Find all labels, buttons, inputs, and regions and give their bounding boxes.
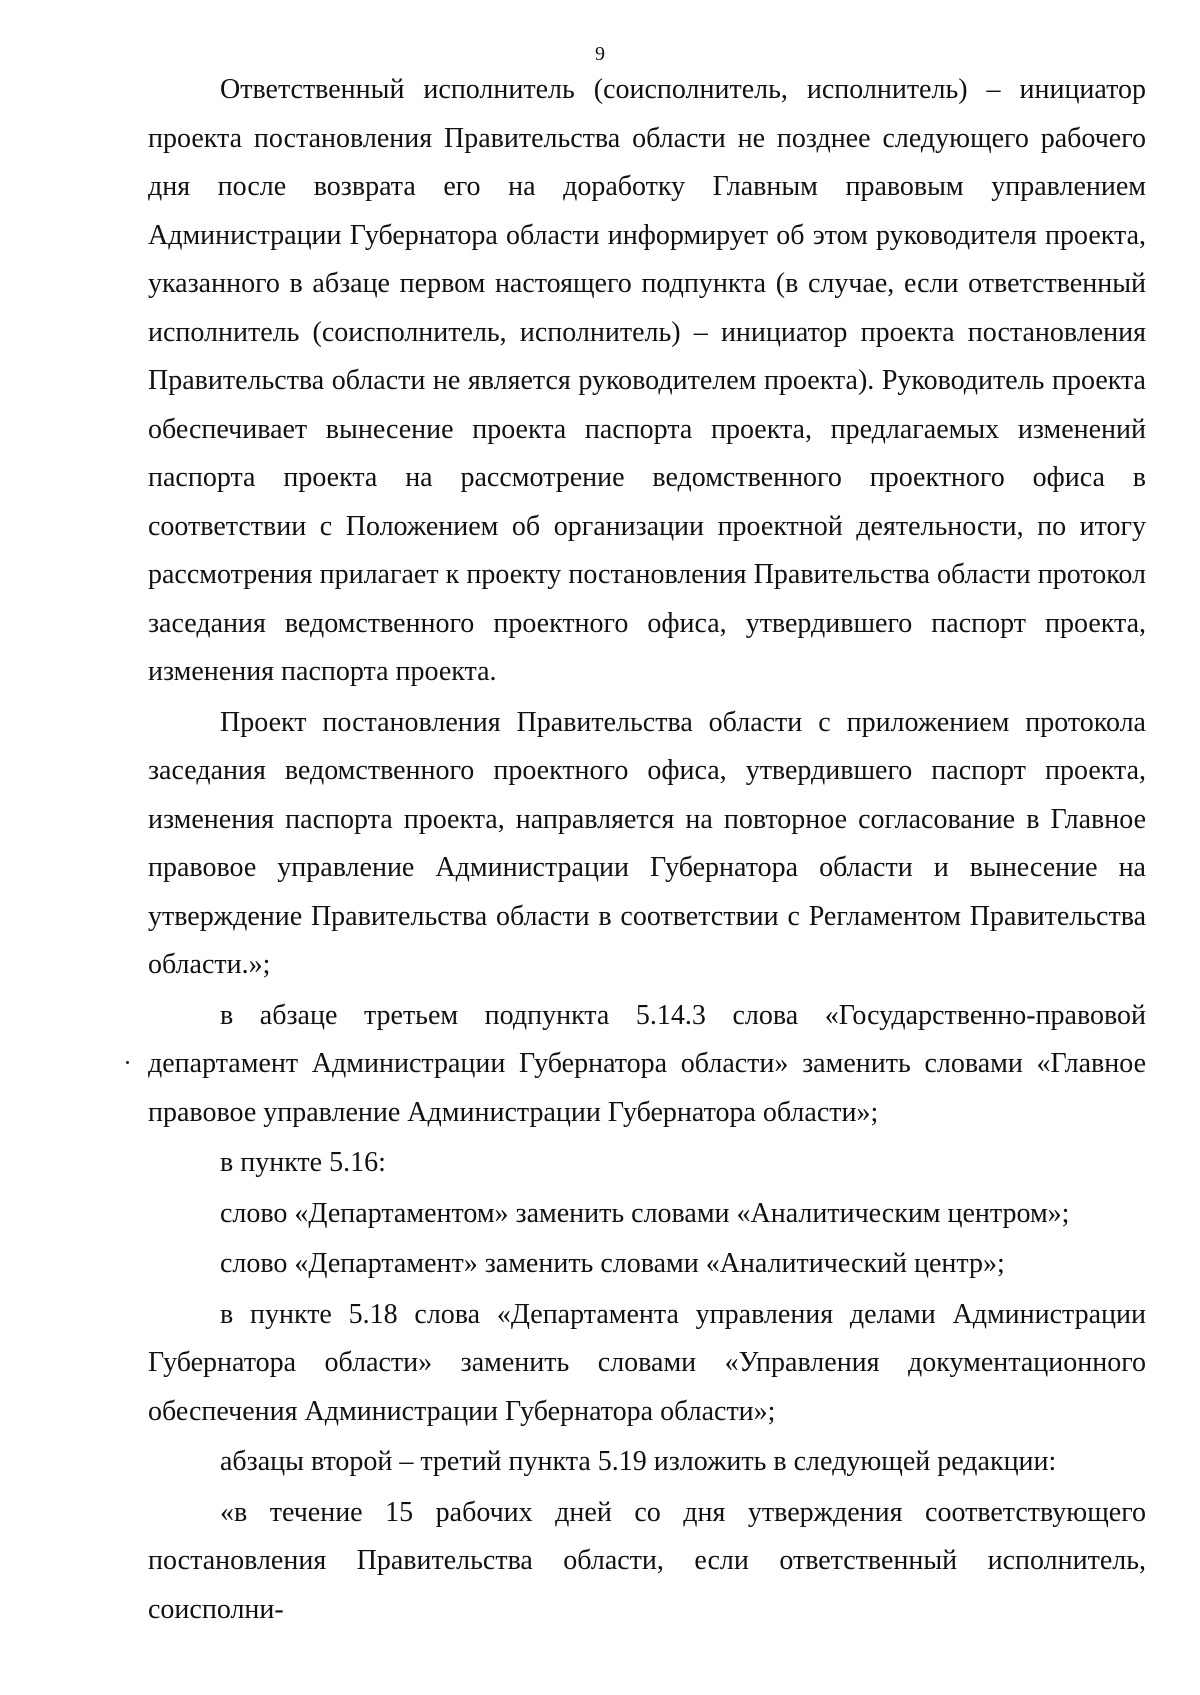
paragraph-clause-5-16: в пункте 5.16: (220, 1147, 386, 1178)
paragraph-draft-resolution: Проект постановления Правительства области с приложением протокола заседания ведомственного проектного офиса, утвердившего паспорт проекта, изменения паспорта проекта, направляется на повторное согласование в Главное правовое управление Администрации Губернатора области и вынесение на утверждение Правительства области в соответствии с Регламентом Правительства области.»; (148, 706, 1146, 980)
paragraph-clause-5-18: в пункте 5.18 слова «Департамента управления делами Администрации Губернатора области» заменить словами «Управления документационного обеспечения Администрации Губернатора области»; (148, 1298, 1146, 1427)
paragraph-responsible-executor: Ответственный исполнитель (соисполнитель, исполнитель) – инициатор проекта постановления Правительства области не позднее следующего рабочего дня после возврата его на доработку Главным правовым управлением Администрации Губернатора области информирует об этом руководителя проекта, указанного в абзаце первом настоящего подпункта (в случае, если ответственный исполнитель (соисполнитель, исполнитель) – инициатор проекта постановления Правительства области не является руководителем проекта). Руководитель проекта обеспечивает вынесение проекта паспорта проекта, предлагаемых изменений паспорта проекта на рассмотрение ведомственного проектного офиса в соответствии с Положением об организации проектной деятельности, по итогу рассмотрения прилагает к проекту постановления Правительства области протокол заседания ведомственного проектного офиса, утвердившего паспорт проекта, изменения паспорта проекта. (148, 74, 1146, 687)
paragraph-clause-5-19: абзацы второй – третий пункта 5.19 изложить в следующей редакции: (220, 1446, 1057, 1477)
page-number: 9 (595, 43, 605, 65)
document-body (148, 66, 1146, 1636)
paragraph-word-department: слово «Департамент» заменить словами «Аналитический центр»; (220, 1248, 1005, 1279)
paragraph-subclause-5-14-3: в абзаце третьем подпункта 5.14.3 слова «Государственно-правовой департамент Администрации Губернатора области» заменить словами «Главное правовое управление Администрации Губернатора области»; (148, 999, 1146, 1128)
paragraph-word-departmentom: слово «Департаментом» заменить словами «Аналитическим центром»; (220, 1197, 1070, 1229)
margin-mark (126, 1061, 129, 1064)
paragraph-new-wording: «в течение 15 рабочих дней со дня утверждения соответствующего постановления Правительства области, если ответственный исполнитель, соисполни- (148, 1496, 1146, 1625)
